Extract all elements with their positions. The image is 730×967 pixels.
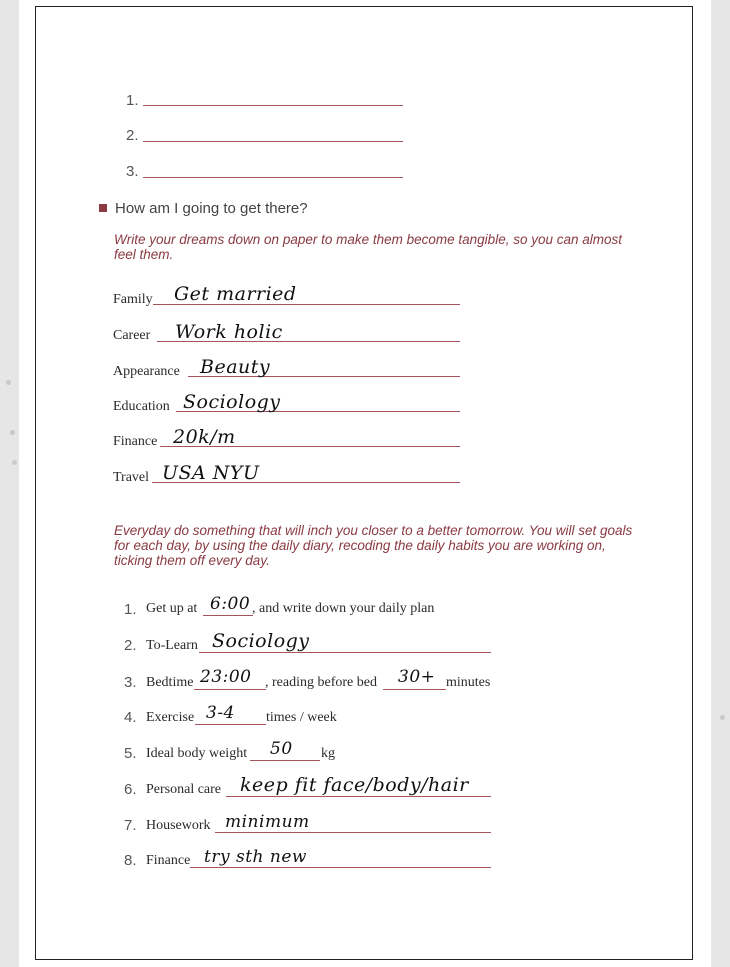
habit-suffix: times / week <box>266 710 337 725</box>
field-label-appearance: Appearance <box>113 364 180 379</box>
habit-number: 3. <box>124 674 137 691</box>
intro-text: Write your dreams down on paper to make them become tangible, so you can almost feel them. <box>114 232 623 262</box>
habit-suffix: kg <box>321 746 335 761</box>
margin-mark <box>12 460 17 465</box>
field-value-education[interactable]: Sociology <box>183 391 281 413</box>
habit-suffix: minutes <box>446 675 491 690</box>
habit-line[interactable] <box>250 760 320 761</box>
habit-label: To-Learn <box>146 638 198 653</box>
habit-number: 5. <box>124 745 137 762</box>
habit-value[interactable]: 23:00 <box>200 667 252 687</box>
habit-value[interactable]: 6:00 <box>210 594 251 614</box>
habit-label: Personal care <box>146 782 222 797</box>
habit-value[interactable]: minimum <box>225 812 310 832</box>
margin-mark <box>10 430 15 435</box>
margin-mark <box>6 380 11 385</box>
field-value-travel[interactable]: USA NYU <box>162 462 260 484</box>
habit-number: 1. <box>124 601 137 618</box>
habit-number: 2. <box>124 637 137 654</box>
habit-line[interactable] <box>203 615 253 616</box>
field-value-career[interactable]: Work holic <box>175 321 283 343</box>
goal-line[interactable] <box>143 105 403 106</box>
habit-label: Housework <box>146 818 211 833</box>
habit-line[interactable] <box>215 832 491 833</box>
habit-label: Ideal body weight <box>146 746 248 761</box>
habit-label: Finance <box>146 853 191 868</box>
habit-suffix: , and write down your daily plan <box>252 601 435 616</box>
field-label-career: Career <box>113 328 151 343</box>
habit-line[interactable] <box>199 652 491 653</box>
field-label-family: Family <box>113 292 153 307</box>
habit-label: Exercise <box>146 710 195 725</box>
goal-number: 1. <box>126 92 139 109</box>
field-value-appearance[interactable]: Beauty <box>200 356 271 378</box>
habit-number: 6. <box>124 781 137 798</box>
habit-value[interactable]: 50 <box>270 739 293 759</box>
margin-mark <box>720 715 725 720</box>
habit-value[interactable]: keep fit face/body/hair <box>240 774 469 796</box>
goal-line[interactable] <box>143 177 403 178</box>
habit-value[interactable]: try sth new <box>204 847 307 867</box>
section-heading: How am I going to get there? <box>115 200 308 217</box>
habit-value[interactable]: Sociology <box>212 630 310 652</box>
goal-number: 2. <box>126 127 139 144</box>
field-value-finance[interactable]: 20k/m <box>173 426 236 448</box>
habit-line[interactable] <box>226 796 491 797</box>
habit-line[interactable] <box>195 724 266 725</box>
habit-value-2[interactable]: 30+ <box>398 667 436 687</box>
field-label-travel: Travel <box>113 470 150 485</box>
habit-value[interactable]: 3-4 <box>206 703 235 723</box>
field-label-education: Education <box>113 399 170 414</box>
goal-line[interactable] <box>143 141 403 142</box>
habits-intro: Everyday do something that will inch you closer to a better tomorrow. You will set goals for each day, by using the daily diary, recoding the daily habits you are working on, ticking them off every day. <box>114 523 633 568</box>
habit-label: Get up at <box>146 601 198 616</box>
habit-label: Bedtime <box>146 675 194 690</box>
habit-number: 8. <box>124 852 137 869</box>
habit-middle: , reading before bed <box>265 675 377 690</box>
square-bullet-icon <box>99 204 107 212</box>
habit-line[interactable] <box>190 867 491 868</box>
goal-number: 3. <box>126 163 139 180</box>
habit-line[interactable] <box>383 689 446 690</box>
habit-number: 7. <box>124 817 137 834</box>
habit-number: 4. <box>124 709 137 726</box>
habit-line[interactable] <box>194 689 266 690</box>
field-value-family[interactable]: Get married <box>174 283 297 305</box>
field-label-finance: Finance <box>113 434 158 449</box>
